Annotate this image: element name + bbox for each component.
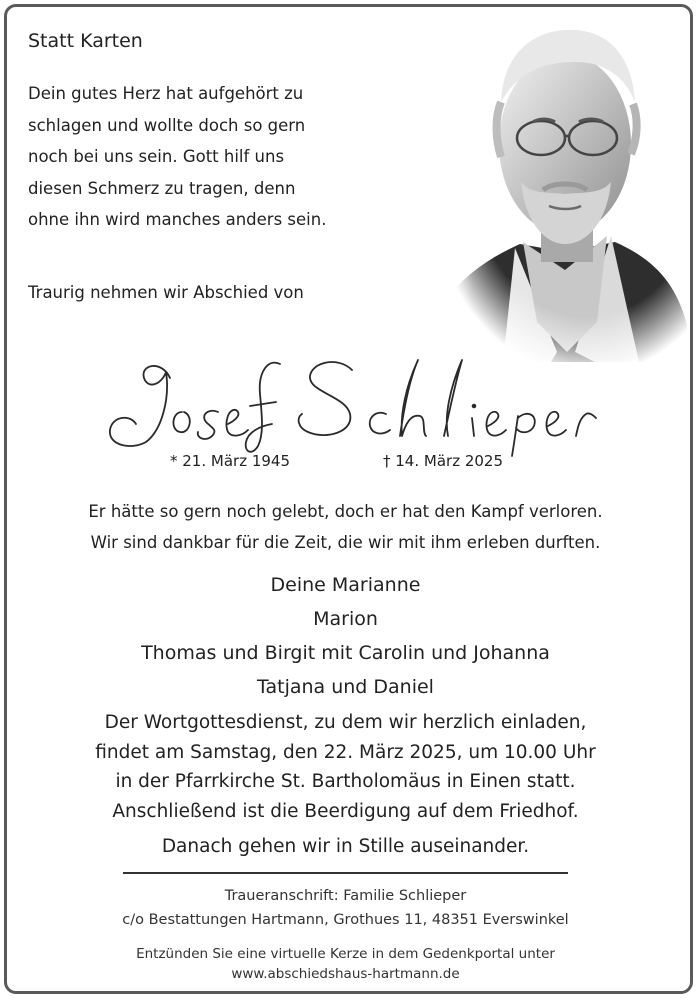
poem-line: noch bei uns sein. Gott hilf uns: [28, 147, 285, 166]
death-date: † 14. März 2025: [383, 452, 504, 470]
poem-line: ohne ihn wird manches anders sein.: [28, 210, 327, 229]
signature-name: [100, 338, 600, 458]
sentence-line: Wir sind dankbar für die Zeit, die wir mit ihm erleben durften.: [90, 533, 601, 552]
header-greeting: Statt Karten: [28, 30, 143, 52]
poem: [28, 78, 326, 236]
family-line: Tatjana und Daniel: [257, 676, 434, 698]
memorial-portal: [0, 944, 691, 984]
sentence-line: Er hätte so gern noch gelebt, doch er hat den Kampf verloren.: [88, 502, 603, 521]
family-names: [0, 568, 691, 704]
memorial-sentence: [0, 496, 691, 558]
poem-line: Dein gutes Herz hat aufgehört zu: [28, 84, 304, 103]
service-line: Der Wortgottesdienst, zu dem wir herzlich einladen,: [104, 712, 587, 733]
service-line: Anschließend ist die Beerdigung auf dem Friedhof.: [112, 800, 579, 822]
family-line: Marion: [313, 608, 378, 630]
mourning-address: [0, 884, 691, 932]
family-line: Thomas und Birgit mit Carolin und Johanna: [141, 642, 550, 664]
service-line: in der Pfarrkirche St. Bartholomäus in Einen statt.: [115, 771, 576, 792]
poem-line: diesen Schmerz zu tragen, denn: [28, 178, 296, 198]
farewell-intro: Traurig nehmen wir Abschied von: [28, 283, 304, 302]
service-details: [0, 708, 691, 826]
family-line: Deine Marianne: [270, 574, 421, 596]
poem-line: schlagen und wollte doch so gern: [28, 115, 306, 135]
portrait-photo: [425, 22, 687, 362]
service-line: findet am Samstag, den 22. März 2025, um 10.00 Uhr: [95, 741, 596, 763]
divider: [123, 872, 568, 874]
address-line: c/o Bestattungen Hartmann, Grothues 11, 48351 Everswinkel: [122, 912, 569, 928]
portal-text: Entzünden Sie eine virtuelle Kerze in dem Gedenkportal unter: [136, 946, 555, 962]
address-line: Traueranschrift: Familie Schlieper: [224, 888, 467, 904]
closing-line: Danach gehen wir in Stille auseinander.: [161, 836, 530, 857]
portal-link[interactable]: www.abschiedshaus-hartmann.de: [231, 966, 460, 982]
birth-date: * 21. März 1945: [170, 452, 291, 470]
